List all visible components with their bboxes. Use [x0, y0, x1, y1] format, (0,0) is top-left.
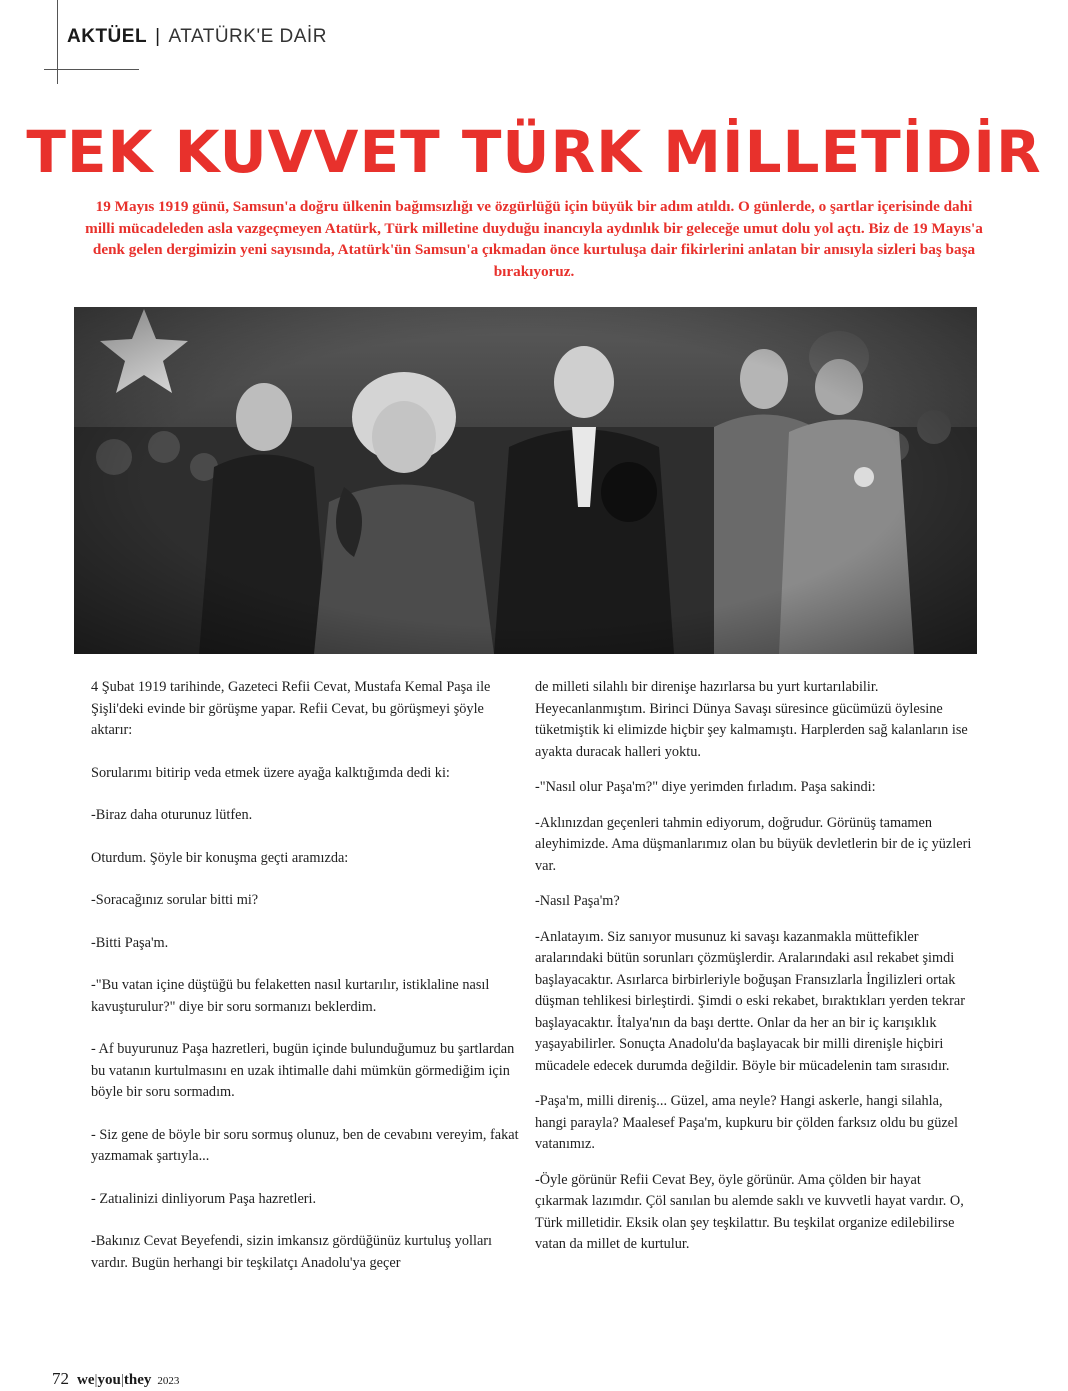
paragraph: -Anlatayım. Siz sanıyor musunuz ki savaşı kazanmakla müttefikler aralarındaki bütün sorunları çözmüşlerdir. Aralarındaki asıl rekabet şimdi başlayacaktır. Asırlarca birbirleriyle boğuşan Fransızlarla İngilizleri ortak düşman tehlikesi birleştirdi. Şimdi o eski rekabet, bıraktıkları yerden tekrar başlayacaktır. İtalya'nın da başı dertte. Onlar da her an bir iç karışıklık yaşayabilirler. Sonuçta Anadolu'da başlayacak bir milli direnişle hiçbiri mücadele edecek durumda değildir. Böyle bir mücadelenin tam sırasıdır.	[535, 928, 965, 1074]
paragraph: de milleti silahlı bir direnişe hazırlarsa bu yurt kurtarılabilir. Heyecanlanmıştım. Birinci Dünya Savaşı süresince gücümüzü öylesine tüketmiştik ki elimizde hiçbir şey kalmamıştı. Harplerden sağ kalanların ise ayakta duracak halleri yoktu.	[535, 679, 968, 760]
header-divider: |	[155, 26, 161, 47]
paragraph: -Bakınız Cevat Beyefendi, sizin imkansız gördüğünüz kurtuluş yolları vardır. Bugün herhangi bir teşkilatçı Anadolu'ya geçer	[91, 1233, 493, 1271]
paragraph: -Aklınızdan geçenleri tahmin ediyorum, doğrudur. Görünüş tamamen aleyhimizde. Ama düşmanlarımız olan bu büyük devletlerin bir de iç yüzleri var.	[535, 814, 972, 874]
paragraph: - Zatıalinizi dinliyorum Paşa hazretleri.	[91, 1190, 317, 1207]
paragraph: - Af buyurunuz Paşa hazretleri, bugün içinde bulunduğumuz bu şartlardan bu vatanın kurtulmasını en uzak ihtimalle dahi mümkün görmediğim için böyle bir soru sormadım.	[91, 1041, 515, 1100]
brand-you: you	[97, 1372, 121, 1388]
issue-year: 2023	[157, 1375, 180, 1387]
section-label: AKTÜEL	[67, 26, 148, 47]
brand-they: they	[123, 1372, 152, 1388]
paragraph: -Öyle görünür Refii Cevat Bey, öyle görünür. Ama çölden bir hayat çıkarmak lazımdır. Çöl sanılan bu alemde saklı ve kuvvetli hayat vardır. O, Türk milletidir. Eksik olan şey teşkilattır. Bu teşkilat organize edilebilirse vatan da millet de kurtulur.	[535, 1171, 964, 1252]
article-lead: 19 Mayıs 1919 günü, Samsun'a doğru ülkenin bağımsızlığı ve özgürlüğü için büyük bir adım atıldı. O günlerde, o şartlar içerisinde dahi milli mücadeleden asla vazgeçmeyen Atatürk, Türk milletine duyduğu inancıyla aydınlık bir geleceğe umut dolu yol açtı. Biz de 19 Mayıs'a denk gelen dergimizin yeni sayısında, Atatürk'ün Samsun'a çıkmadan önce kurtuluşa dair fikirlerini anlatan bir anısıyla sizleri baş başa bırakıyoruz.	[85, 198, 983, 280]
paragraph: -Nasıl Paşa'm?	[535, 893, 620, 909]
paragraph: -Bitti Paşa'm.	[91, 934, 169, 951]
page-footer	[52, 1369, 179, 1389]
paragraph: -"Bu vatan içine düştüğü bu felaketten nasıl kurtarılır, istiklaline nasıl kavuşturulur?" diye bir soru sormanızı beklerdim.	[91, 977, 490, 1015]
subsection-label: ATATÜRK'E DAİR	[168, 26, 327, 47]
right-column	[535, 677, 975, 1270]
brand-we: we	[77, 1372, 95, 1388]
left-column	[91, 677, 521, 1295]
paragraph: - Siz gene de böyle bir soru sormuş olunuz, ben de cevabını vereyim, fakat yazmamak şartıyla...	[91, 1126, 519, 1164]
paragraph: -Soracağınız sorular bitti mi?	[91, 892, 259, 908]
page-number: 72	[52, 1369, 69, 1388]
paragraph: -Paşa'm, milli direniş... Güzel, ama neyle? Hangi askerle, hangi silahla, hangi parayla? Maalesef Paşa'm, kupkuru bir çölden farksız oldu bu güzel vatanımız.	[535, 1093, 959, 1152]
magazine-brand	[77, 1372, 151, 1388]
article-title: TEK KUVVET TÜRK MİLLETİDİR	[26, 118, 1042, 186]
paragraph: -Biraz daha oturunuz lütfen.	[91, 807, 253, 823]
paragraph: 4 Şubat 1919 tarihinde, Gazeteci Refii Cevat, Mustafa Kemal Paşa ile Şişli'deki evinde bir görüşme yapar. Refii Cevat, bu görüşmeyi şöyle aktarır:	[91, 679, 491, 738]
paragraph: Sorularımı bitirip veda etmek üzere ayağa kalktığımda dedi ki:	[91, 764, 450, 781]
section-header	[67, 26, 327, 48]
brand-divider: |	[120, 1372, 124, 1388]
crop-mark-horizontal	[44, 69, 139, 70]
crop-mark-vertical	[57, 0, 58, 84]
historical-photo	[74, 307, 977, 654]
paragraph: -"Nasıl olur Paşa'm?" diye yerimden fırladım. Paşa sakindi:	[535, 779, 876, 795]
brand-divider: |	[94, 1372, 98, 1388]
paragraph: Oturdum. Şöyle bir konuşma geçti aramızda:	[91, 849, 349, 866]
